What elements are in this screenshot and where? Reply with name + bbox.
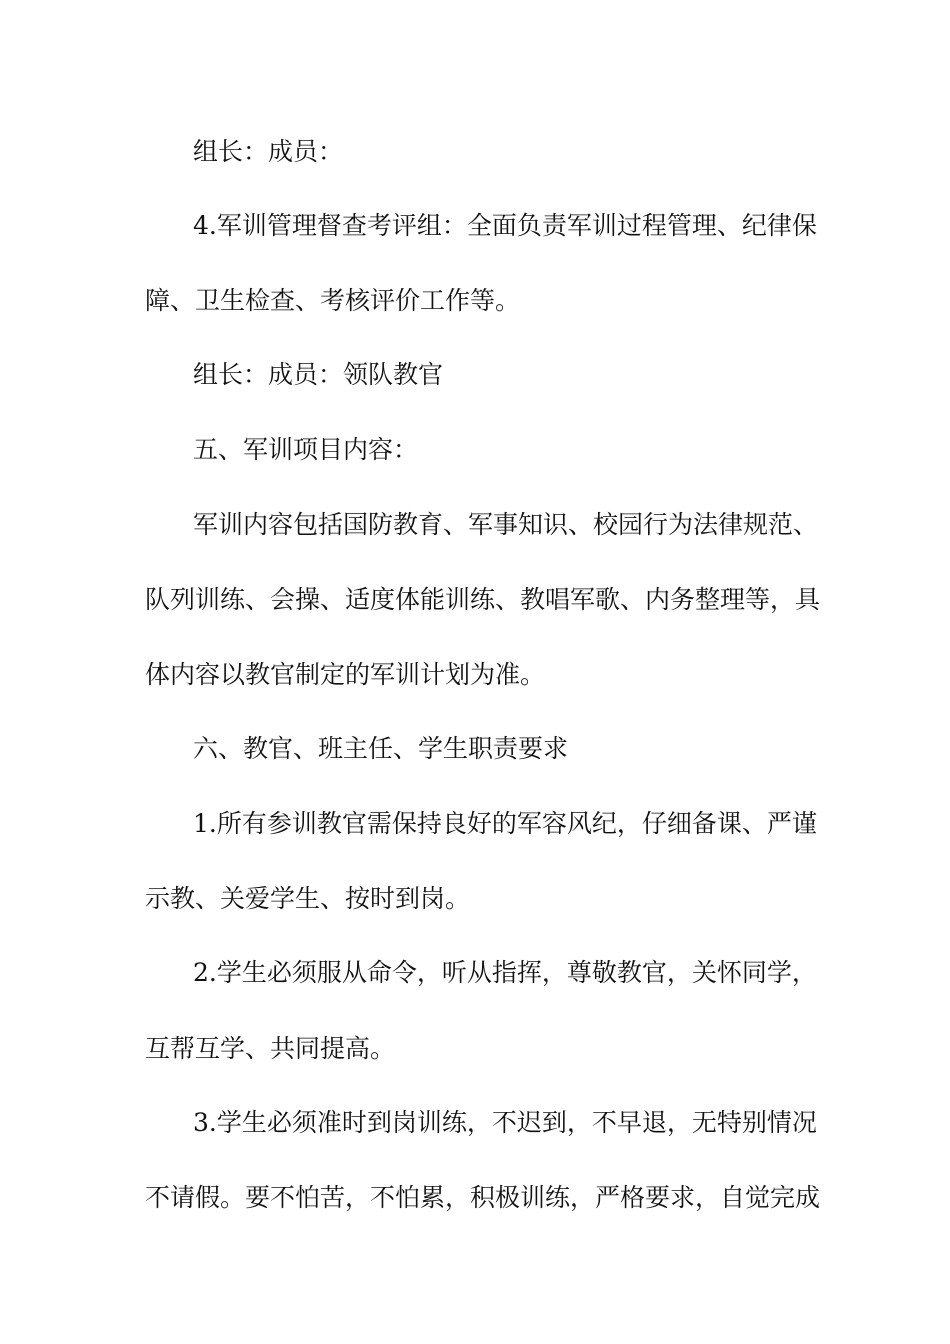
paragraph-line: 1.所有参训教官需保持良好的军容风纪，仔细备课、严谨 xyxy=(193,809,817,838)
section-heading: 五、军训项目内容： xyxy=(193,435,419,464)
paragraph-line: 队列训练、会操、适度体能训练、教唱军歌、内务整理等，具 xyxy=(145,585,821,614)
paragraph-line: 2.学生必须服从命令，听从指挥，尊敬教官，关怀同学， xyxy=(193,958,817,987)
paragraph-line: 障、卫生检查、考核评价工作等。 xyxy=(145,286,521,315)
section-heading: 六、教官、班主任、学生职责要求 xyxy=(193,734,569,763)
paragraph-line: 示教、关爱学生、按时到岗。 xyxy=(145,884,471,913)
paragraph-line: 互帮互学、共同提高。 xyxy=(145,1034,396,1063)
paragraph-line: 组长：成员： xyxy=(193,137,344,166)
paragraph-line: 4.军训管理督查考评组：全面负责军训过程管理、纪律保 xyxy=(193,211,817,240)
paragraph-line: 体内容以教官制定的军训计划为准。 xyxy=(145,660,546,689)
paragraph-line: 3.学生必须准时到岗训练，不迟到，不早退，无特别情况 xyxy=(193,1108,817,1137)
paragraph-line: 军训内容包括国防教育、军事知识、校园行为法律规范、 xyxy=(193,510,819,539)
paragraph-line: 不请假。要不怕苦，不怕累，积极训练，严格要求，自觉完成 xyxy=(145,1183,821,1212)
paragraph-line: 组长：成员：领队教官 xyxy=(193,360,444,389)
